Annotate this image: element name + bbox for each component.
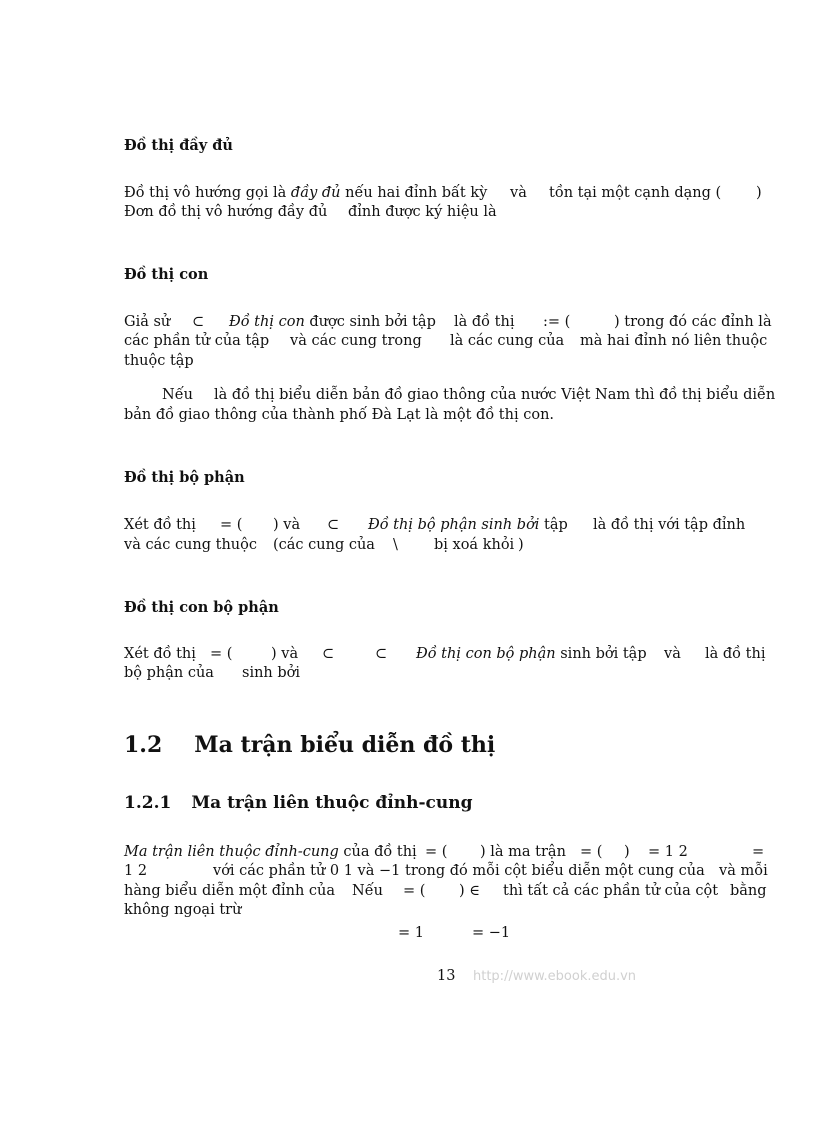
text: ) <box>756 185 762 201</box>
text: nếu hai đỉnh bất kỳ <box>340 185 488 201</box>
text: là các cung của <box>450 333 565 349</box>
text: đỉnh được ký hiệu là <box>348 204 497 220</box>
text: là đồ thị biểu diễn bản đồ giao thông của nước Việt Nam thì đồ thị biểu diễn <box>214 387 776 403</box>
text: = ( <box>210 646 233 662</box>
paragraph-line <box>229 313 436 332</box>
text: ) ∈ <box>459 883 480 899</box>
heading-subgraph: Đồ thị con <box>124 266 209 283</box>
text: và mỗi <box>719 863 768 879</box>
text: và các cung trong <box>290 333 422 349</box>
text: không ngoại trừ <box>124 902 242 918</box>
italic-term: Đồ thị con <box>229 314 305 330</box>
text: 1 2 <box>124 863 148 879</box>
text: sinh bởi tập <box>555 646 647 662</box>
text: (các cung của <box>273 537 375 553</box>
text: bản đồ giao thông của thành phố Đà Lạt là một đồ thị con. <box>124 407 555 423</box>
heading-complete-graph: Đồ thị đầy đủ <box>124 137 233 154</box>
text: Đồ thị vô hướng gọi là <box>124 185 291 201</box>
text: ) là ma trận <box>480 844 566 860</box>
text: là đồ thị với tập đỉnh <box>593 517 746 533</box>
text: với các phần tử 0 1 và −1 trong đó mỗi cột biểu diễn một cung của <box>213 863 705 879</box>
paragraph-line <box>368 516 568 535</box>
subsection-number: 1.2.1 <box>124 793 172 813</box>
text: ⊂ <box>322 646 335 662</box>
section-title: Ma trận biểu diễn đồ thị <box>194 732 496 758</box>
text: ) <box>624 844 630 860</box>
watermark-url: http://www.ebook.edu.vn <box>473 969 637 984</box>
text: hàng biểu diễn một đỉnh của <box>124 883 336 899</box>
text: = ( <box>220 517 243 533</box>
text: thuộc tập <box>124 353 194 369</box>
text: ) và <box>271 646 299 662</box>
italic-term: Ma trận liên thuộc đỉnh-cung <box>124 844 339 860</box>
text: ) và <box>273 517 301 533</box>
text: \ <box>393 537 398 553</box>
text: = 1 2 <box>648 844 688 860</box>
equation-part: = −1 <box>472 925 511 941</box>
text: = ( <box>403 883 426 899</box>
text: và <box>664 646 681 662</box>
text: là đồ thị <box>454 314 515 330</box>
text: tập <box>539 517 568 533</box>
text: Xét đồ thị <box>124 646 196 662</box>
text: ⊂ <box>192 314 205 330</box>
text: sinh bởi <box>242 665 301 681</box>
text: ⊂ <box>375 646 388 662</box>
text: mà hai đỉnh nó liên thuộc <box>580 333 768 349</box>
subsection-title: Ma trận liên thuộc đỉnh-cung <box>191 793 473 813</box>
text: là đồ thị <box>705 646 766 662</box>
text: ⊂ <box>327 517 340 533</box>
text: := ( <box>543 314 571 330</box>
italic-term: Đồ thị bộ phận sinh bởi <box>368 517 540 533</box>
heading-spanning-sub-subgraph: Đồ thị con bộ phận <box>124 599 279 616</box>
text: = ( <box>580 844 603 860</box>
italic-term: đầy đủ <box>290 185 341 201</box>
paragraph-line <box>416 645 647 664</box>
text: được sinh bởi tập <box>304 314 436 330</box>
text: Nếu <box>162 387 193 403</box>
text: thì tất cả các phần tử của cột <box>503 883 719 899</box>
page-number: 13 <box>437 968 456 984</box>
text: bị xoá khỏi <box>434 537 515 553</box>
text: Nếu <box>352 883 383 899</box>
text: của đồ thị <box>338 844 417 860</box>
paragraph-line <box>124 843 417 862</box>
text: tồn tại một cạnh dạng ( <box>549 185 722 201</box>
text: các phần tử của tập <box>124 333 270 349</box>
text: và các cung thuộc <box>124 537 257 553</box>
text: bộ phận của <box>124 665 214 681</box>
heading-spanning-subgraph: Đồ thị bộ phận <box>124 469 245 486</box>
text: bằng <box>730 883 767 899</box>
text: = ( <box>425 844 448 860</box>
text: và <box>510 185 527 201</box>
text: Giả sử <box>124 314 171 330</box>
text: ) <box>518 537 524 553</box>
text: Đơn đồ thị vô hướng đầy đủ <box>124 204 328 220</box>
italic-term: Đồ thị con bộ phận <box>416 646 556 662</box>
paragraph-line <box>124 184 487 203</box>
text: Xét đồ thị <box>124 517 196 533</box>
section-heading <box>124 732 495 758</box>
subsection-heading <box>124 793 472 813</box>
text: ) trong đó các đỉnh là <box>614 314 772 330</box>
equation-part: = 1 <box>398 925 424 941</box>
text: = <box>752 844 765 860</box>
section-number: 1.2 <box>124 732 163 758</box>
